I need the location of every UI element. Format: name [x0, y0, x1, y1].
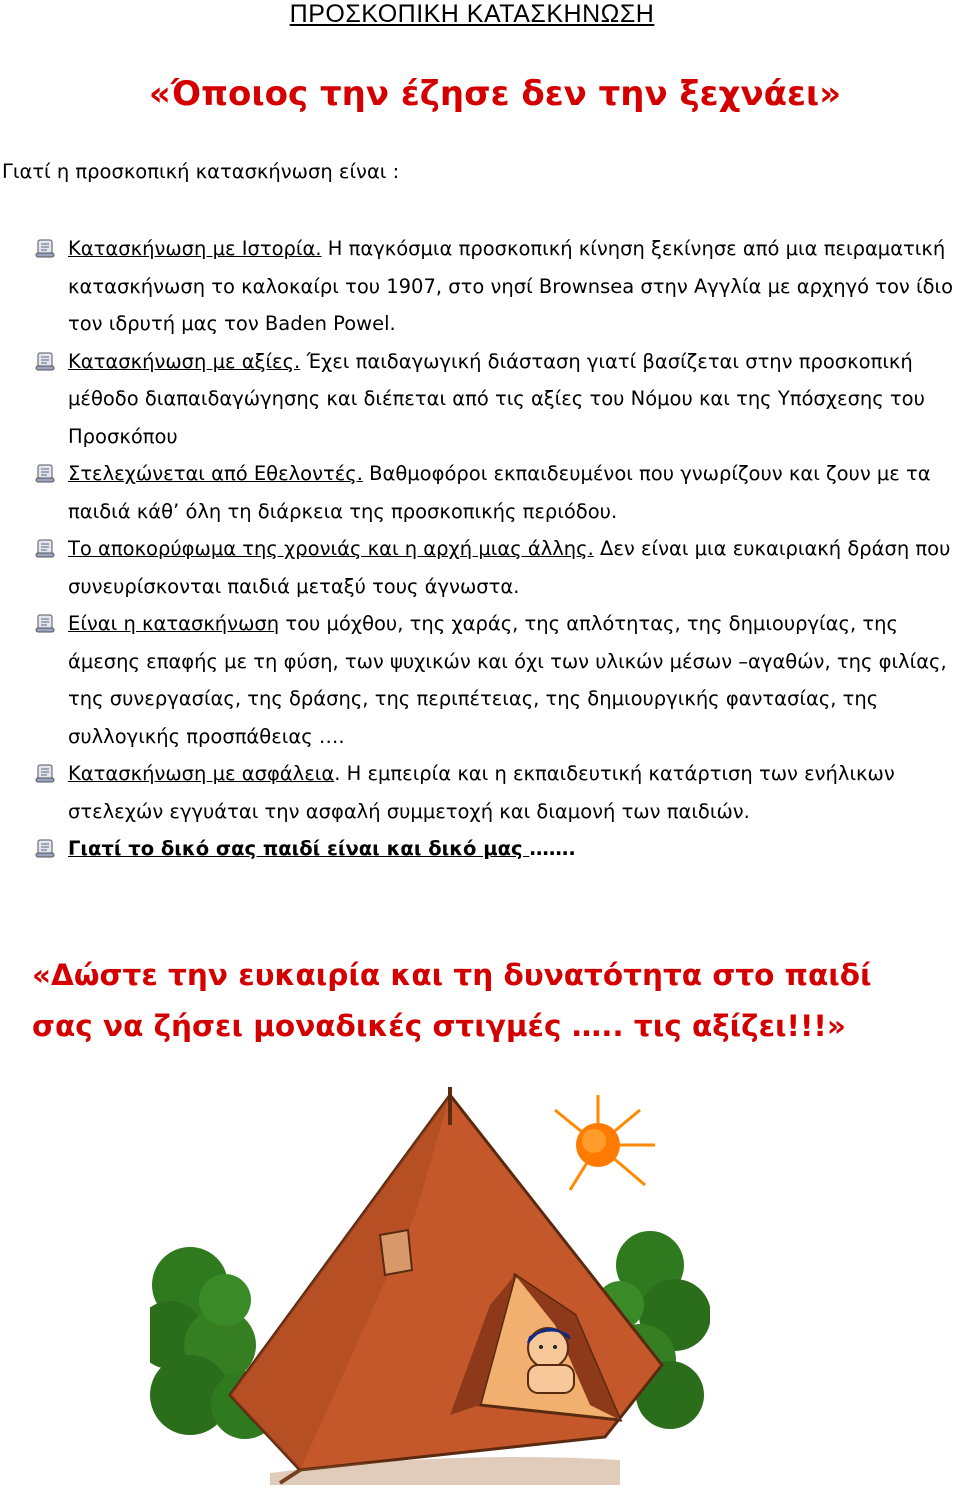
item-lead: Κατασκήνωση με αξίες. [68, 349, 301, 373]
list-item [0, 755, 960, 830]
scroll-bullet-icon [34, 237, 56, 259]
sun-icon [555, 1095, 655, 1190]
item-lead: Το αποκορύφωμα της χρονιάς και η αρχή μιας άλλης. [68, 537, 594, 560]
item-text: Η παγκόσμια προσκοπική κίνηση ξεκίνησε από μια πειραματική κατασκήνωση το καλοκαίρι του 1907, στο νησί Brownsea στην Αγγλία με αρχηγό τον ίδιο τον ιδρυτή μας τον Baden Powel. [68, 237, 954, 335]
item-lead: Κατασκήνωση με ασφάλεια [68, 762, 335, 785]
item-lead: Στελεχώνεται από Εθελοντές. [68, 462, 363, 485]
list-item [0, 230, 960, 343]
list-item [0, 830, 960, 868]
scroll-bullet-icon [34, 462, 56, 484]
item-lead: Είναι η κατασκήνωση [68, 612, 280, 635]
list-item [0, 455, 960, 530]
scroll-bullet-icon [34, 350, 56, 372]
reasons-list [0, 230, 960, 868]
tent-camper-illustration [150, 1065, 710, 1485]
scroll-bullet-icon [34, 762, 56, 784]
scroll-bullet-icon [34, 537, 56, 559]
intro-text: Γιατί η προσκοπική κατασκήνωση είναι : [2, 160, 400, 183]
page-title: ΠΡΟΣΚΟΠΙΚΗ ΚΑΤΑΣΚΗΝΩΣΗ [289, 0, 655, 28]
page-subtitle: «Όποιος την έζησε δεν την ξεχνάει» [148, 74, 842, 114]
item-lead: Γιατί το δικό σας παιδί είναι και δικό μας [68, 837, 530, 860]
item-text: Βαθμοφόροι εκπαιδευμένοι που γνωρίζουν και ζουν με τα παιδιά κάθ’ όλη τη διάρκεια της προσκοπικής περιόδου. [68, 462, 931, 523]
item-lead: Κατασκήνωση με Ιστορία. [68, 237, 322, 260]
list-item [0, 343, 960, 456]
item-text: Δεν είναι μια ευκαιριακή δράση που συνευρίσκονται παιδιά μεταξύ τους άγνωστα. [68, 537, 951, 598]
item-text: . Η εμπειρία και η εκπαιδευτική κατάρτιση των ενήλικων στελεχών εγγυάται την ασφαλή συμμετοχή και διαμονή των παιδιών. [68, 762, 895, 823]
list-item [0, 530, 960, 605]
item-text: του μόχθου, της χαράς, της απλότητας, της δημιουργίας, της άμεσης επαφής με τη φύση, των ψυχικών και όχι των υλικών μέσων –αγαθών, της φιλίας, της συνεργασίας, της δράσης, της περιπέτειας, της δημιουργικής φαντασίας, της συλλογικής προσπάθειας …. [68, 612, 947, 748]
closing-message: «Δώστε την ευκαιρία και τη δυνατότητα στο παιδί σας να ζήσει μοναδικές στιγμές ….. τις αξίζει!!!» [32, 958, 872, 1043]
scroll-bullet-icon [34, 837, 56, 859]
scroll-bullet-icon [34, 612, 56, 634]
item-text: ……. [529, 837, 576, 860]
list-item [0, 605, 960, 755]
item-text: Έχει παιδαγωγική διάσταση γιατί βασίζεται στην προσκοπική μέθοδο διαπαιδαγώγησης και διέπεται από τις αξίες του Νόμου και της Υπόσχεσης του Προσκόπου [68, 349, 925, 448]
